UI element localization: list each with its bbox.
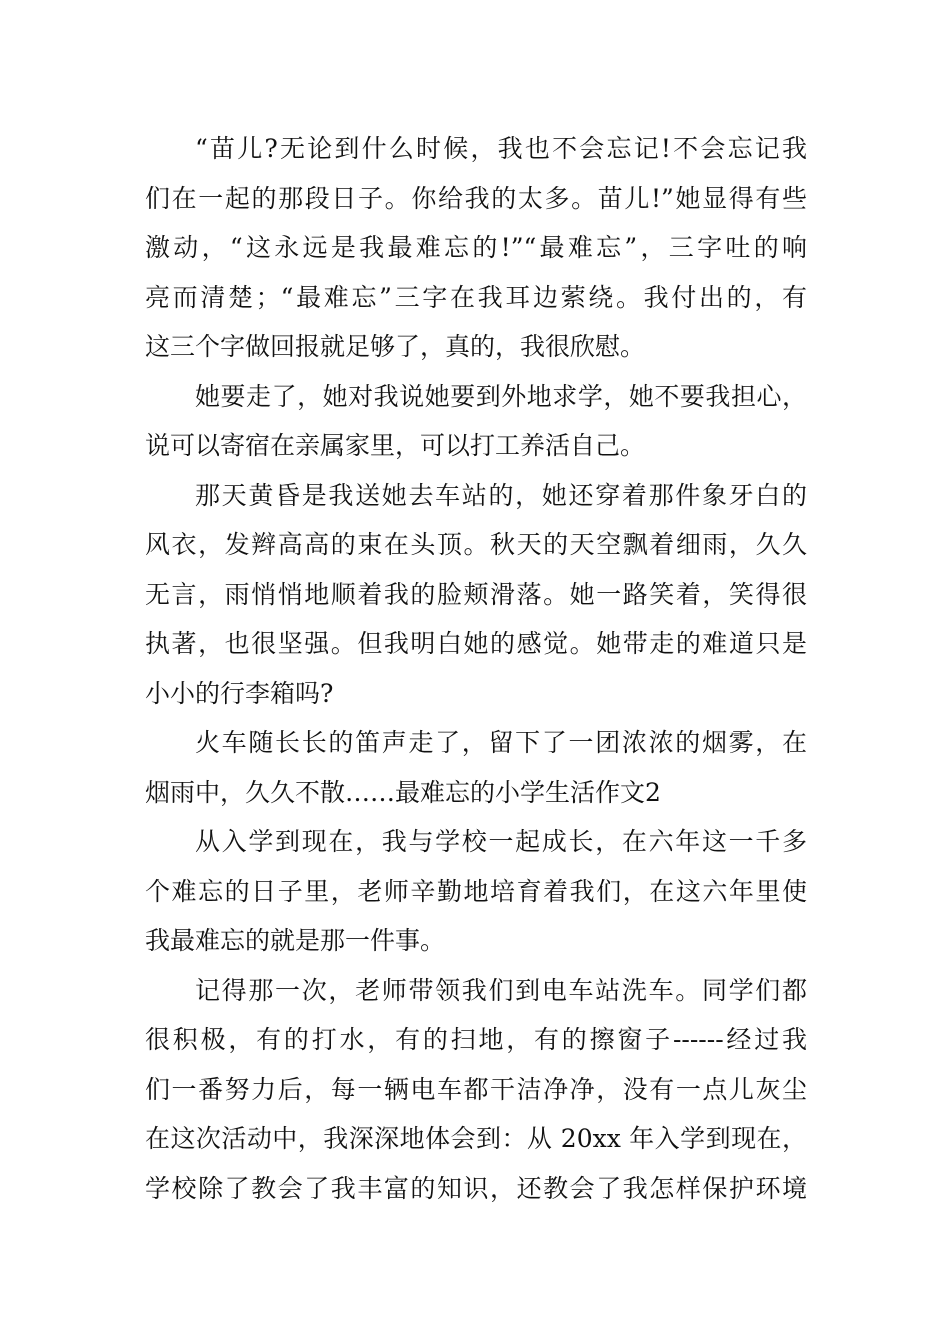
text-line: 个难忘的日子里，老师辛勤地培育着我们，在这六年里使 xyxy=(145,876,807,906)
text-line: 那天黄昏是我送她去车站的，她还穿着那件象牙白的 xyxy=(195,480,807,510)
paragraph-2 xyxy=(145,372,807,471)
text-line: 火车随长长的笛声走了，留下了一团浓浓的烟雾，在 xyxy=(195,728,807,757)
text-line: 执著，也很坚强。但我明白她的感觉。她带走的难道只是 xyxy=(145,629,807,658)
text-line: 无言，雨悄悄地顺着我的脸颊滑落。她一路笑着，笑得很 xyxy=(145,579,807,609)
text-line: 这三个字做回报就足够了，真的，我很欣慰。 xyxy=(145,332,646,361)
paragraph-5 xyxy=(145,817,807,966)
text-line: 们一番努力后，每一辆电车都干洁净净，没有一点儿灰尘 xyxy=(145,1074,807,1104)
text-line: 激动，“这永远是我最难忘的!”“最难忘”，三字吐的响 xyxy=(145,233,807,262)
document-body xyxy=(145,124,807,1213)
text-line: 她要走了，她对我说她要到外地求学，她不要我担心， xyxy=(195,381,807,411)
text-line: 记得那一次，老师带领我们到电车站洗车。同学们都 xyxy=(195,975,807,1005)
text-line: “苗儿?无论到什么时候，我也不会忘记!不会忘记我 xyxy=(195,134,807,163)
text-line: 烟雨中，久久不散……最难忘的小学生活作文2 xyxy=(145,777,661,807)
paragraph-4 xyxy=(145,718,807,817)
text-line: 在这次活动中，我深深地体会到：从 20xx 年入学到现在， xyxy=(145,1124,807,1153)
text-line: 风衣，发辫高高的束在头顶。秋天的天空飘着细雨，久久 xyxy=(145,530,807,559)
text-line: 小小的行李箱吗? xyxy=(145,678,334,708)
text-line: 从入学到现在，我与学校一起成长，在六年这一千多 xyxy=(195,827,807,856)
text-line: 亮而清楚；“最难忘”三字在我耳边萦绕。我付出的，有 xyxy=(145,282,807,312)
paragraph-3 xyxy=(145,471,807,719)
paragraph-6 xyxy=(145,966,807,1214)
text-line: 我最难忘的就是那一件事。 xyxy=(145,926,446,955)
paragraph-1 xyxy=(145,124,807,372)
text-line: 学校除了教会了我丰富的知识，还教会了我怎样保护环境 xyxy=(145,1173,807,1203)
text-line: 说可以寄宿在亲属家里，可以打工养活自己。 xyxy=(145,431,646,460)
text-line: 们在一起的那段日子。你给我的太多。苗儿!”她显得有些 xyxy=(145,183,807,213)
text-line: 很积极，有的打水，有的扫地，有的擦窗子------经过我 xyxy=(145,1025,807,1054)
